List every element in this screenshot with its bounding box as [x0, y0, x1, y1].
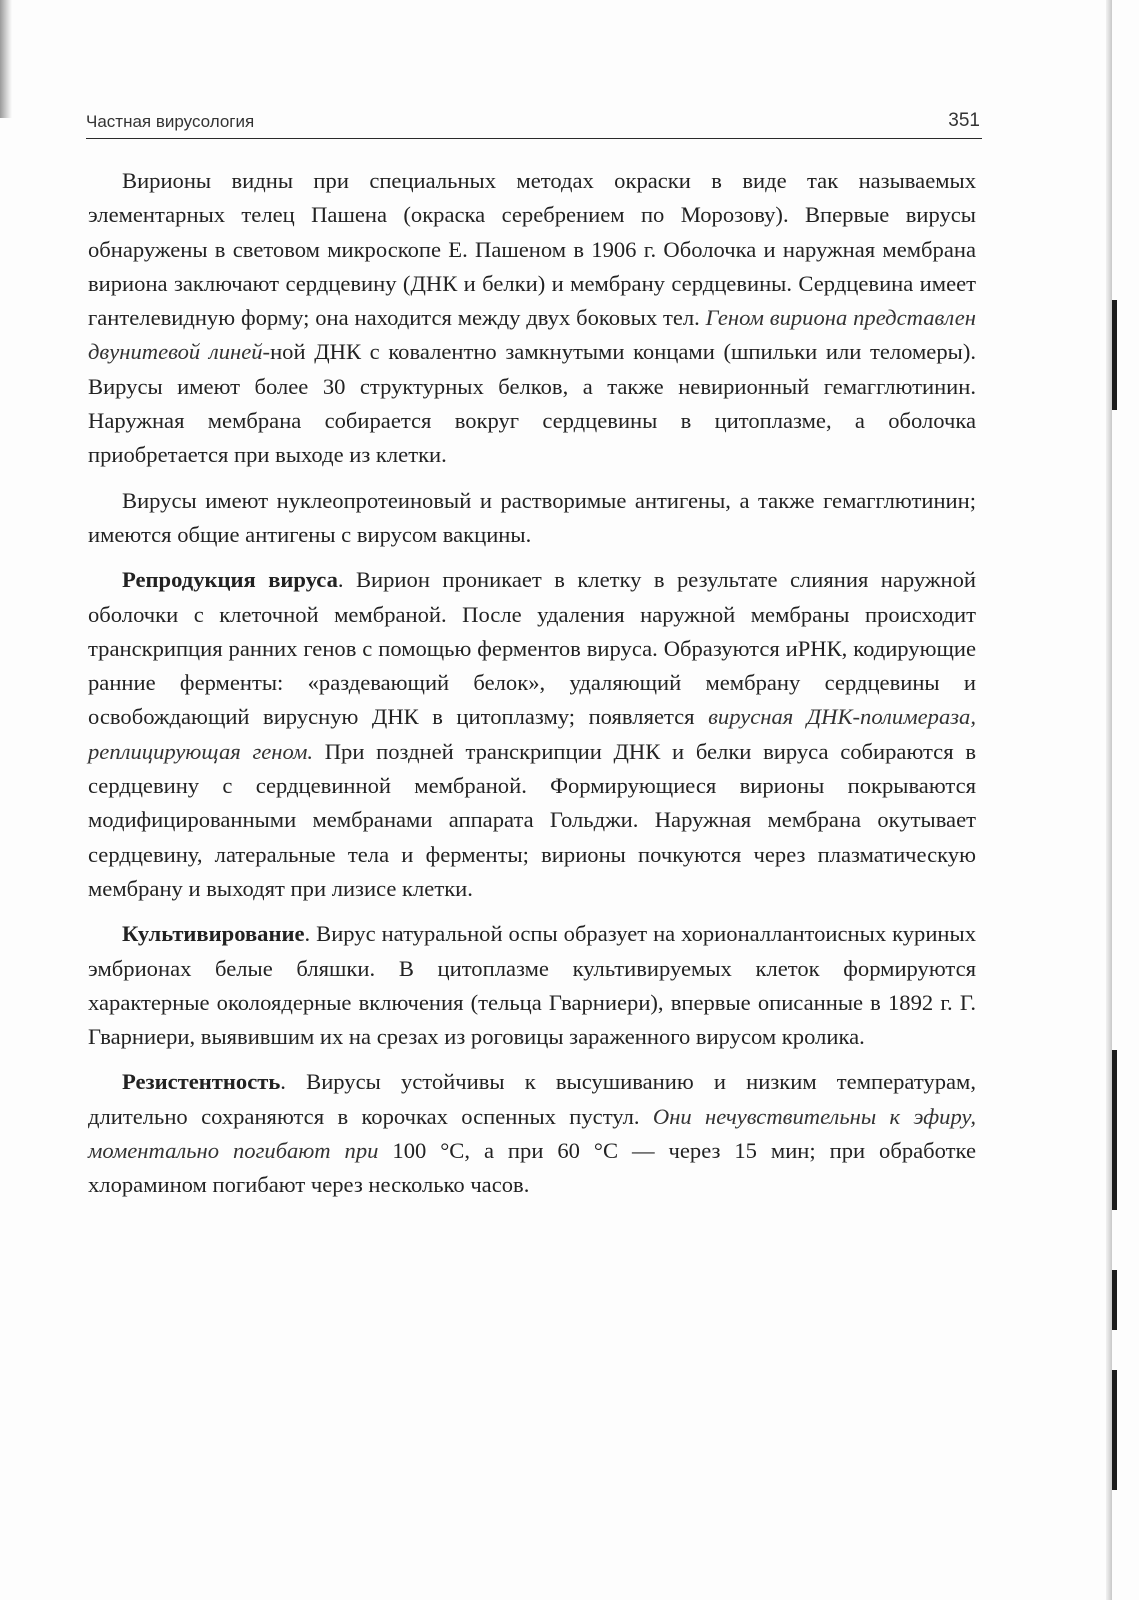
paragraph-reproduction: [88, 563, 976, 906]
paragraph-text: Вирусы имеют нуклеопротеиновый и растворимые антигены, а также гемагглютинин; имеются общие антигены с вирусом вакцины.: [88, 487, 976, 547]
paragraph-text: 100 °С, а при 60 °С — через 15 мин; при обработке хлорамином погибают через несколько часов.: [88, 1138, 976, 1198]
italic-text: Геном вириона представлен двунитевой линей-: [88, 305, 976, 365]
page-shadow-right: [1106, 0, 1112, 1600]
paragraph-virion-structure: [88, 164, 976, 473]
paragraph-cultivation: [88, 917, 976, 1054]
italic-text: вирусная ДНК-полимераза, реплицирующая геном.: [88, 704, 976, 764]
running-header-title: Частная вирусология: [86, 112, 255, 131]
section-heading: Репродукция вируса: [122, 567, 338, 593]
paragraph-text: Вирионы видны при специальных методах окраски в виде так называемых элементарных телец Пашена (окраска серебрением по Морозову). Впервые вирусы обнаружены в световом микроскопе Е. Пашеном в 1906 г. Оболочка и наружная мембрана вириона заключают сердцевину (ДНК и белки) и мембрану сердцевины. Сердцевина имеет гантелевидную форму; она находится между двух боковых тел.: [88, 168, 976, 331]
paragraph-resistance: [88, 1065, 976, 1202]
running-header: [86, 108, 982, 139]
paragraph-text: . Вирусы устойчивы к высушиванию и низким температурам, длительно сохраняются в корочках оспенных пустул.: [88, 1069, 976, 1129]
italic-text: Они нечувствительны к эфиру, моментально погибают при: [88, 1103, 976, 1164]
paragraph-text: ной ДНК с ковалентно замкнутыми концами (шпильки или теломеры). Вирусы имеют более 30 структурных белков, а также невирионный гемагглютинин. Наружная мембрана собирается вокруг сердцевины в цитоплазме, а оболочка приобретается при выходе из клетки.: [88, 339, 976, 468]
paragraph-text: . Вирус натуральной оспы образует на хорионаллантоисных куриных эмбрионах белые бляшки. В цитоплазме культивируемых клеток формируются характерные околоядерные включения (тельца Гварниери), впервые описанные в 1892 г. Г. Гварниери, выявившим их на срезах из роговицы зараженного вирусом кролика.: [88, 921, 976, 1050]
page-number: 351: [948, 110, 980, 131]
paragraph-text: . Вирион проникает в клетку в результате слияния наружной оболочки с клеточной мембраной. После удаления наружной мембраны происходит транскрипция ранних генов с помощью ферментов вируса. Образуются иРНК, кодирующие ранние ферменты: «раздевающий белок», удаляющий мембрану сердцевины и освобождающий вирусную ДНК в цитоплазму; появляется: [88, 567, 976, 730]
binding-mark: [1112, 1270, 1117, 1330]
paragraph-antigens: [88, 484, 976, 553]
page-body: [88, 164, 976, 1214]
paragraph-text: При поздней транскрипции ДНК и белки вируса собираются в сердцевину с сердцевинной мембраной. Формирующиеся вирионы покрываются модифицированными мембранами аппарата Гольджи. Наружная мембрана окутывает сердцевину, латеральные тела и ферменты; вирионы почкуются через плазматическую мембрану и выходят при лизисе клетки.: [88, 738, 976, 901]
binding-mark: [1112, 1370, 1117, 1490]
binding-mark: [1112, 1050, 1117, 1210]
page-margin-right: [1099, 0, 1139, 1600]
binding-mark: [1112, 300, 1117, 410]
page-shadow-left: [0, 0, 12, 118]
section-heading: Резистентность: [122, 1069, 281, 1095]
section-heading: Культивирование: [122, 921, 305, 947]
